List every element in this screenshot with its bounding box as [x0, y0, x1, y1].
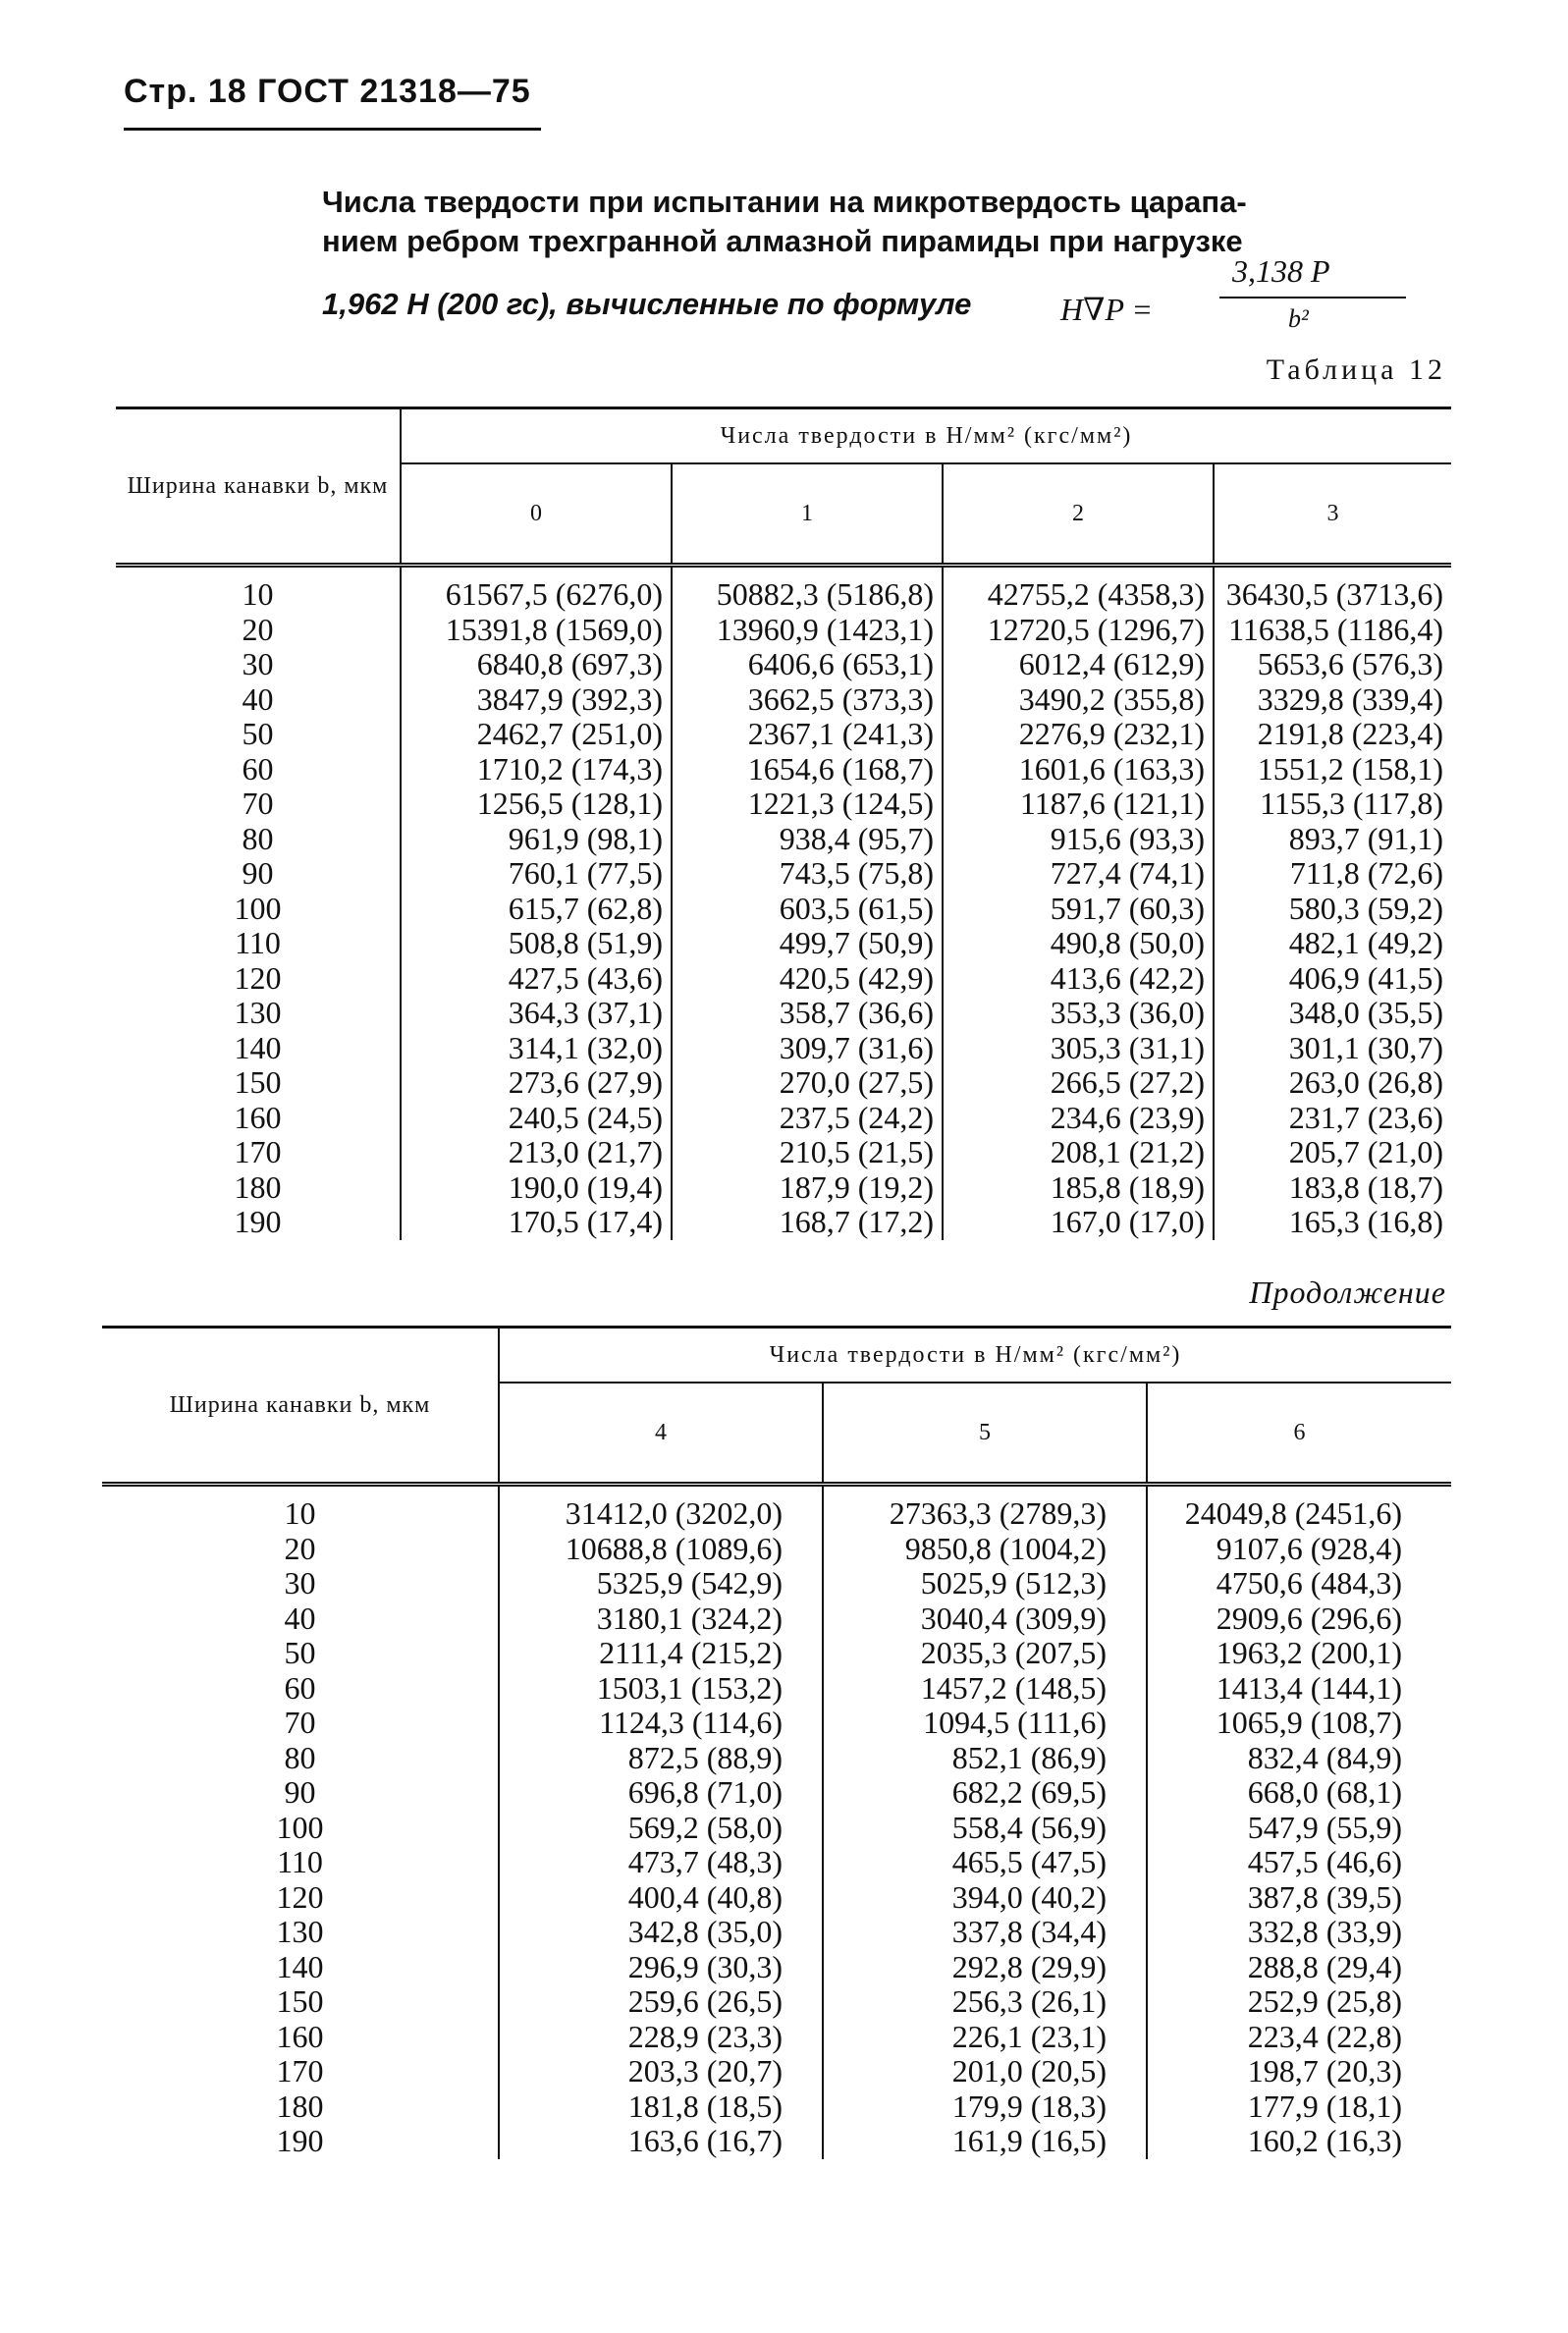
hardness-value-cell: 183,8 (18,7)	[1214, 1170, 1451, 1206]
groove-width-cell: 40	[242, 680, 274, 717]
title-line-1: Числа твердости при испытании на микротвердость царапа-	[322, 185, 1247, 219]
column-header: 3	[1214, 463, 1451, 566]
hardness-value-cell: 406,9 (41,5)	[1214, 961, 1451, 997]
hardness-value-cell: 240,5 (24,5)	[401, 1101, 672, 1136]
hardness-value-cell: 427,5 (43,6)	[401, 961, 672, 997]
groove-width-cell: 170	[234, 1134, 282, 1169]
hardness-value-cell: 711,8 (72,6)	[1214, 856, 1451, 892]
hardness-value-cell: 3662,5 (373,3)	[672, 682, 943, 718]
groove-width-cell: 90	[242, 855, 274, 891]
hardness-value-cell: 170,5 (17,4)	[401, 1205, 672, 1240]
hardness-value-cell: 5325,9 (542,9)	[499, 1566, 823, 1601]
hardness-value-cell: 591,7 (60,3)	[943, 892, 1214, 927]
table-body	[102, 1485, 1451, 2159]
hardness-value-cell: 1065,9 (108,7)	[1147, 1706, 1451, 1741]
hardness-value-cell: 413,6 (42,2)	[943, 961, 1214, 997]
table-body	[116, 566, 1451, 1240]
table-row	[116, 647, 1451, 682]
groove-width-cell: 150	[234, 1064, 282, 1100]
row-header: Ширина канавки b, мкм	[102, 1328, 499, 1485]
formula-lhs: H∇P =	[1060, 292, 1154, 327]
hardness-value-cell: 179,9 (18,3)	[823, 2089, 1147, 2125]
table-row	[102, 2054, 1451, 2089]
hardness-value-cell: 31412,0 (3202,0)	[499, 1496, 823, 1532]
hardness-value-cell: 6012,4 (612,9)	[943, 647, 1214, 682]
hardness-value-cell: 1124,3 (114,6)	[499, 1706, 823, 1741]
hardness-value-cell: 292,8 (29,9)	[823, 1950, 1147, 1985]
table-row	[102, 1671, 1451, 1707]
title-line-2: нием ребром трехгранной алмазной пирамиды при нагрузке	[322, 224, 1243, 258]
table-row	[116, 1031, 1451, 1066]
groove-width-cell: 60	[242, 750, 274, 787]
table-row	[116, 996, 1451, 1031]
hardness-value-cell: 2276,9 (232,1)	[943, 717, 1214, 752]
table-12-label: Таблица 12	[1266, 353, 1446, 386]
table-row	[116, 1170, 1451, 1206]
hardness-value-cell: 872,5 (88,9)	[499, 1741, 823, 1776]
hardness-value-cell: 288,8 (29,4)	[1147, 1950, 1451, 1985]
hardness-value-cell: 342,8 (35,0)	[499, 1915, 823, 1950]
hardness-value-cell: 603,5 (61,5)	[672, 892, 943, 927]
table-row	[116, 787, 1451, 822]
table-row	[102, 1636, 1451, 1671]
hardness-value-cell: 213,0 (21,7)	[401, 1135, 672, 1170]
hardness-value-cell: 205,7 (21,0)	[1214, 1135, 1451, 1170]
hardness-value-cell: 1221,3 (124,5)	[672, 787, 943, 822]
groove-width-cell: 190	[234, 1204, 282, 1239]
hardness-value-cell: 234,6 (23,9)	[943, 1101, 1214, 1136]
groove-width-cell: 10	[284, 1495, 316, 1531]
hardness-value-cell: 852,1 (86,9)	[823, 1741, 1147, 1776]
groove-width-cell: 90	[284, 1774, 316, 1810]
hardness-value-cell: 305,3 (31,1)	[943, 1031, 1214, 1066]
groove-width-cell: 100	[276, 1809, 324, 1845]
groove-width-cell: 190	[276, 2123, 324, 2158]
hardness-value-cell: 13960,9 (1423,1)	[672, 613, 943, 648]
hardness-value-cell: 42755,2 (4358,3)	[943, 577, 1214, 613]
groove-width-cell: 40	[284, 1600, 316, 1636]
hardness-value-cell: 160,2 (16,3)	[1147, 2124, 1451, 2159]
document-title	[322, 183, 1451, 261]
hardness-value-cell: 457,5 (46,6)	[1147, 1845, 1451, 1880]
hardness-value-cell: 3040,4 (309,9)	[823, 1601, 1147, 1637]
table-row	[116, 1065, 1451, 1101]
hardness-value-cell: 743,5 (75,8)	[672, 856, 943, 892]
hardness-value-cell: 226,1 (23,1)	[823, 2020, 1147, 2055]
hardness-value-cell: 210,5 (21,5)	[672, 1135, 943, 1170]
hardness-value-cell: 1094,5 (111,6)	[823, 1706, 1147, 1741]
hardness-value-cell: 727,4 (74,1)	[943, 856, 1214, 892]
table-row	[116, 752, 1451, 787]
groove-width-cell: 180	[234, 1168, 282, 1205]
hardness-value-cell: 190,0 (19,4)	[401, 1170, 672, 1206]
hardness-value-cell: 3490,2 (355,8)	[943, 682, 1214, 718]
hardness-value-cell: 668,0 (68,1)	[1147, 1775, 1451, 1811]
hardness-value-cell: 314,1 (32,0)	[401, 1031, 672, 1066]
groove-width-cell: 170	[276, 2053, 324, 2089]
table-row	[102, 1566, 1451, 1601]
hardness-value-cell: 2111,4 (215,2)	[499, 1636, 823, 1671]
hardness-value-cell: 177,9 (18,1)	[1147, 2089, 1451, 2125]
hardness-value-cell: 1187,6 (121,1)	[943, 787, 1214, 822]
group-header: Числа твердости в Н/мм² (кгс/мм²)	[401, 408, 1451, 464]
groove-width-cell: 100	[234, 890, 282, 926]
table-row	[116, 856, 1451, 892]
hardness-value-cell: 168,7 (17,2)	[672, 1205, 943, 1240]
hardness-value-cell: 24049,8 (2451,6)	[1147, 1496, 1451, 1532]
hardness-value-cell: 760,1 (77,5)	[401, 856, 672, 892]
header-rule	[124, 128, 541, 131]
hardness-value-cell: 201,0 (20,5)	[823, 2054, 1147, 2089]
hardness-value-cell: 387,8 (39,5)	[1147, 1880, 1451, 1916]
table-row	[116, 717, 1451, 752]
table-row	[102, 1532, 1451, 1567]
groove-width-cell: 140	[234, 1029, 282, 1065]
hardness-value-cell: 252,9 (25,8)	[1147, 1984, 1451, 2020]
hardness-value-cell: 1457,2 (148,5)	[823, 1671, 1147, 1707]
groove-width-cell: 160	[234, 1099, 282, 1135]
hardness-value-cell: 10688,8 (1089,6)	[499, 1532, 823, 1567]
hardness-value-cell: 15391,8 (1569,0)	[401, 613, 672, 648]
hardness-value-cell: 9107,6 (928,4)	[1147, 1532, 1451, 1567]
groove-width-cell: 10	[242, 576, 274, 612]
table-row	[102, 1496, 1451, 1532]
table-row	[102, 1741, 1451, 1776]
hardness-value-cell: 9850,8 (1004,2)	[823, 1532, 1147, 1567]
hardness-value-cell: 301,1 (30,7)	[1214, 1031, 1451, 1066]
hardness-value-cell: 499,7 (50,9)	[672, 926, 943, 961]
hardness-value-cell: 893,7 (91,1)	[1214, 822, 1451, 857]
hardness-value-cell: 161,9 (16,5)	[823, 2124, 1147, 2159]
groove-width-cell: 140	[276, 1948, 324, 1984]
hardness-value-cell: 5653,6 (576,3)	[1214, 647, 1451, 682]
hardness-value-cell: 309,7 (31,6)	[672, 1031, 943, 1066]
hardness-value-cell: 938,4 (95,7)	[672, 822, 943, 857]
hardness-value-cell: 296,9 (30,3)	[499, 1950, 823, 1985]
hardness-value-cell: 364,3 (37,1)	[401, 996, 672, 1031]
hardness-value-cell: 6406,6 (653,1)	[672, 647, 943, 682]
hardness-value-cell: 508,8 (51,9)	[401, 926, 672, 961]
table-row	[116, 822, 1451, 857]
hardness-value-cell: 163,6 (16,7)	[499, 2124, 823, 2159]
hardness-value-cell: 2367,1 (241,3)	[672, 717, 943, 752]
table-row	[102, 2020, 1451, 2055]
hardness-value-cell: 473,7 (48,3)	[499, 1845, 823, 1880]
formula-denominator: b²	[1288, 304, 1309, 333]
hardness-value-cell: 61567,5 (6276,0)	[401, 577, 672, 613]
hardness-table-0-3	[116, 407, 1451, 1240]
hardness-value-cell: 256,3 (26,1)	[823, 1984, 1147, 2020]
hardness-value-cell: 1155,3 (117,8)	[1214, 787, 1451, 822]
hardness-value-cell: 181,8 (18,5)	[499, 2089, 823, 2125]
hardness-value-cell: 6840,8 (697,3)	[401, 647, 672, 682]
hardness-value-cell: 273,6 (27,9)	[401, 1065, 672, 1101]
column-header: 0	[401, 463, 672, 566]
column-header: 1	[672, 463, 943, 566]
hardness-value-cell: 208,1 (21,2)	[943, 1135, 1214, 1170]
hardness-value-cell: 167,0 (17,0)	[943, 1205, 1214, 1240]
page-header: Стр. 18 ГОСТ 21318—75	[124, 73, 531, 110]
table-row	[102, 1950, 1451, 1985]
table-row	[116, 1101, 1451, 1136]
hardness-value-cell: 165,3 (16,8)	[1214, 1205, 1451, 1240]
column-header: 6	[1147, 1383, 1451, 1485]
table-row	[116, 1135, 1451, 1170]
hardness-value-cell: 266,5 (27,2)	[943, 1065, 1214, 1101]
groove-width-cell: 50	[284, 1635, 316, 1670]
groove-width-cell: 30	[284, 1565, 316, 1601]
hardness-value-cell: 558,4 (56,9)	[823, 1811, 1147, 1846]
table-row	[102, 2124, 1451, 2159]
table-row	[102, 1811, 1451, 1846]
hardness-value-cell: 961,9 (98,1)	[401, 822, 672, 857]
hardness-value-cell: 50882,3 (5186,8)	[672, 577, 943, 613]
hardness-value-cell: 348,0 (35,5)	[1214, 996, 1451, 1031]
hardness-value-cell: 36430,5 (3713,6)	[1214, 577, 1451, 613]
hardness-value-cell: 11638,5 (1186,4)	[1214, 613, 1451, 648]
hardness-value-cell: 682,2 (69,5)	[823, 1775, 1147, 1811]
table-row	[102, 1880, 1451, 1916]
table-row	[116, 961, 1451, 997]
title-line-3: 1,962 Н (200 гс), вычисленные по формуле	[322, 287, 972, 321]
groove-width-cell: 150	[276, 1983, 324, 2019]
table-row	[116, 1205, 1451, 1240]
groove-width-cell: 180	[276, 2088, 324, 2124]
hardness-value-cell: 490,8 (50,0)	[943, 926, 1214, 961]
hardness-value-cell: 832,4 (84,9)	[1147, 1741, 1451, 1776]
hardness-value-cell: 3329,8 (339,4)	[1214, 682, 1451, 718]
hardness-value-cell: 231,7 (23,6)	[1214, 1101, 1451, 1136]
column-header: 2	[943, 463, 1214, 566]
hardness-value-cell: 1413,4 (144,1)	[1147, 1671, 1451, 1707]
hardness-value-cell: 4750,6 (484,3)	[1147, 1566, 1451, 1601]
groove-width-cell: 20	[242, 611, 274, 647]
hardness-value-cell: 228,9 (23,3)	[499, 2020, 823, 2055]
hardness-value-cell: 2909,6 (296,6)	[1147, 1601, 1451, 1637]
column-header: 4	[499, 1383, 823, 1485]
table-row	[116, 892, 1451, 927]
group-header: Числа твердости в Н/мм² (кгс/мм²)	[499, 1328, 1451, 1384]
table-row	[116, 577, 1451, 613]
hardness-value-cell: 185,8 (18,9)	[943, 1170, 1214, 1206]
hardness-value-cell: 696,8 (71,0)	[499, 1775, 823, 1811]
hardness-value-cell: 187,9 (19,2)	[672, 1170, 943, 1206]
hardness-table-4-6	[102, 1326, 1451, 2159]
table-row	[102, 1775, 1451, 1811]
groove-width-cell: 80	[284, 1739, 316, 1775]
row-header: Ширина канавки b, мкм	[116, 408, 401, 566]
hardness-value-cell: 263,0 (26,8)	[1214, 1065, 1451, 1101]
hardness-value-cell: 353,3 (36,0)	[943, 996, 1214, 1031]
hardness-value-cell: 1256,5 (128,1)	[401, 787, 672, 822]
hardness-value-cell: 332,8 (33,9)	[1147, 1915, 1451, 1950]
groove-width-cell: 20	[284, 1530, 316, 1566]
table-row	[102, 1706, 1451, 1741]
hardness-value-cell: 465,5 (47,5)	[823, 1845, 1147, 1880]
formula-fraction-bar	[1219, 297, 1406, 298]
hardness-value-cell: 482,1 (49,2)	[1214, 926, 1451, 961]
hardness-value-cell: 237,5 (24,2)	[672, 1101, 943, 1136]
hardness-value-cell: 2035,3 (207,5)	[823, 1636, 1147, 1671]
groove-width-cell: 160	[276, 2018, 324, 2054]
table-row	[116, 613, 1451, 648]
hardness-value-cell: 1551,2 (158,1)	[1214, 752, 1451, 787]
hardness-value-cell: 2462,7 (251,0)	[401, 717, 672, 752]
hardness-value-cell: 270,0 (27,5)	[672, 1065, 943, 1101]
table-row	[102, 2089, 1451, 2125]
formula-numerator: 3,138 P	[1232, 253, 1330, 289]
hardness-value-cell: 420,5 (42,9)	[672, 961, 943, 997]
hardness-value-cell: 358,7 (36,6)	[672, 996, 943, 1031]
table-row	[116, 682, 1451, 718]
groove-width-cell: 120	[234, 959, 282, 996]
groove-width-cell: 30	[242, 646, 274, 681]
hardness-value-cell: 580,3 (59,2)	[1214, 892, 1451, 927]
groove-width-cell: 70	[242, 786, 274, 821]
hardness-value-cell: 400,4 (40,8)	[499, 1880, 823, 1916]
hardness-value-cell: 259,6 (26,5)	[499, 1984, 823, 2020]
hardness-value-cell: 394,0 (40,2)	[823, 1880, 1147, 1916]
table-row	[102, 1601, 1451, 1637]
hardness-value-cell: 223,4 (22,8)	[1147, 2020, 1451, 2055]
hardness-value-cell: 2191,8 (223,4)	[1214, 717, 1451, 752]
hardness-value-cell: 12720,5 (1296,7)	[943, 613, 1214, 648]
hardness-value-cell: 203,3 (20,7)	[499, 2054, 823, 2089]
hardness-value-cell: 337,8 (34,4)	[823, 1915, 1147, 1950]
groove-width-cell: 110	[277, 1844, 323, 1879]
groove-width-cell: 80	[242, 820, 274, 856]
hardness-value-cell: 1503,1 (153,2)	[499, 1671, 823, 1707]
hardness-value-cell: 1654,6 (168,7)	[672, 752, 943, 787]
table-row	[102, 1915, 1451, 1950]
hardness-value-cell: 198,7 (20,3)	[1147, 2054, 1451, 2089]
groove-width-cell: 130	[234, 995, 282, 1030]
hardness-value-cell: 615,7 (62,8)	[401, 892, 672, 927]
hardness-value-cell: 915,6 (93,3)	[943, 822, 1214, 857]
hardness-value-cell: 3847,9 (392,3)	[401, 682, 672, 718]
hardness-value-cell: 1963,2 (200,1)	[1147, 1636, 1451, 1671]
groove-width-cell: 110	[235, 925, 281, 960]
hardness-value-cell: 1710,2 (174,3)	[401, 752, 672, 787]
table-row	[102, 1845, 1451, 1880]
table-row	[102, 1984, 1451, 2020]
groove-width-cell: 50	[242, 716, 274, 751]
groove-width-cell: 60	[284, 1669, 316, 1706]
column-header: 5	[823, 1383, 1147, 1485]
groove-width-cell: 70	[284, 1705, 316, 1740]
groove-width-cell: 130	[276, 1914, 324, 1949]
hardness-value-cell: 27363,3 (2789,3)	[823, 1496, 1147, 1532]
hardness-value-cell: 5025,9 (512,3)	[823, 1566, 1147, 1601]
hardness-value-cell: 1601,6 (163,3)	[943, 752, 1214, 787]
hardness-value-cell: 547,9 (55,9)	[1147, 1811, 1451, 1846]
hardness-value-cell: 3180,1 (324,2)	[499, 1601, 823, 1637]
groove-width-cell: 120	[276, 1878, 324, 1915]
hardness-value-cell: 569,2 (58,0)	[499, 1811, 823, 1846]
continuation-label: Продолжение	[1249, 1275, 1446, 1310]
table-row	[116, 926, 1451, 961]
